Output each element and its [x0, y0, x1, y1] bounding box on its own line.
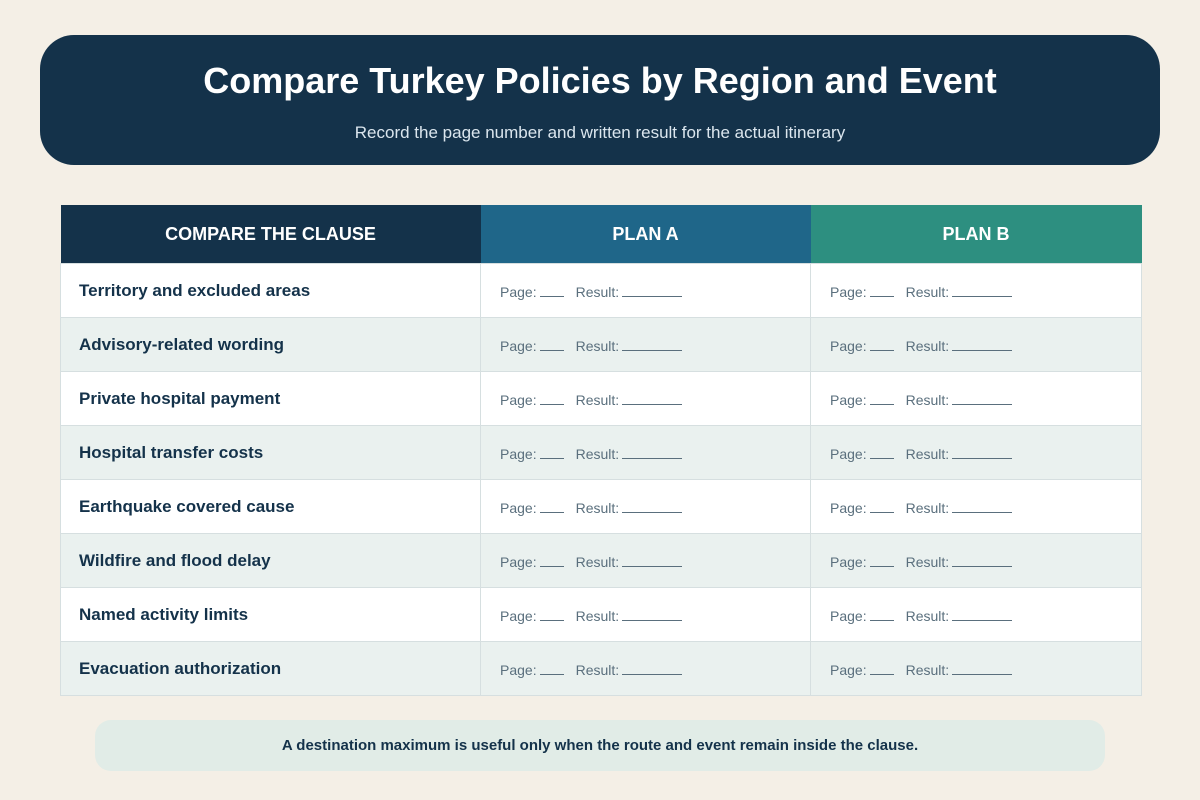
page-blank-field[interactable] — [870, 444, 894, 459]
table-row — [61, 426, 1142, 480]
result-label: Result: — [575, 391, 620, 408]
page-blank-field[interactable] — [870, 282, 894, 297]
result-blank-field[interactable] — [622, 336, 682, 351]
page-blank-field[interactable] — [870, 336, 894, 351]
page-blank-field[interactable] — [540, 282, 564, 297]
result-label: Result: — [575, 607, 620, 624]
page-blank-field[interactable] — [870, 606, 894, 621]
result-label: Result: — [905, 391, 950, 408]
clause-label: Evacuation authorization — [61, 642, 481, 696]
page-label: Page: — [500, 445, 537, 462]
result-blank-field[interactable] — [622, 498, 682, 513]
table-row — [61, 588, 1142, 642]
page-label: Page: — [500, 391, 537, 408]
result-blank-field[interactable] — [952, 336, 1012, 351]
plan-a-cell — [481, 426, 811, 480]
plan-b-cell — [811, 318, 1142, 372]
table-row — [61, 318, 1142, 372]
table-row — [61, 480, 1142, 534]
plan-a-cell — [481, 372, 811, 426]
result-label: Result: — [905, 283, 950, 300]
result-label: Result: — [905, 499, 950, 516]
column-header-plan-b: PLAN B — [811, 205, 1142, 264]
column-header-plan-a: PLAN A — [481, 205, 811, 264]
page-subtitle: Record the page number and written result for the actual itinerary — [354, 123, 846, 142]
result-blank-field[interactable] — [622, 606, 682, 621]
page-blank-field[interactable] — [540, 606, 564, 621]
result-blank-field[interactable] — [952, 444, 1012, 459]
page-label: Page: — [500, 607, 537, 624]
page-title: Compare Turkey Policies by Region and Event — [203, 60, 997, 101]
result-blank-field[interactable] — [952, 498, 1012, 513]
plan-a-cell — [481, 318, 811, 372]
plan-b-cell — [811, 588, 1142, 642]
plan-b-cell — [811, 426, 1142, 480]
column-header-clause: COMPARE THE CLAUSE — [61, 205, 481, 264]
page-label: Page: — [830, 499, 867, 516]
table-row — [61, 264, 1142, 318]
page-blank-field[interactable] — [540, 336, 564, 351]
plan-a-cell — [481, 264, 811, 318]
table-row — [61, 642, 1142, 696]
result-blank-field[interactable] — [952, 552, 1012, 567]
clause-label: Private hospital payment — [61, 372, 481, 426]
page-label: Page: — [830, 553, 867, 570]
result-label: Result: — [575, 553, 620, 570]
result-blank-field[interactable] — [622, 444, 682, 459]
page-blank-field[interactable] — [540, 444, 564, 459]
result-label: Result: — [905, 607, 950, 624]
page-blank-field[interactable] — [540, 390, 564, 405]
page-label: Page: — [830, 337, 867, 354]
page-blank-field[interactable] — [540, 498, 564, 513]
plan-a-cell — [481, 588, 811, 642]
result-label: Result: — [575, 337, 620, 354]
result-label: Result: — [905, 553, 950, 570]
result-blank-field[interactable] — [622, 390, 682, 405]
plan-b-cell — [811, 534, 1142, 588]
plan-b-cell — [811, 264, 1142, 318]
table-header-row — [61, 205, 1142, 264]
plan-a-cell — [481, 534, 811, 588]
result-blank-field[interactable] — [952, 606, 1012, 621]
result-label: Result: — [575, 283, 620, 300]
page-header — [40, 35, 1160, 165]
page-label: Page: — [500, 661, 537, 678]
page-blank-field[interactable] — [870, 498, 894, 513]
page-blank-field[interactable] — [870, 660, 894, 675]
page-blank-field[interactable] — [870, 390, 894, 405]
plan-a-cell — [481, 480, 811, 534]
plan-b-cell — [811, 372, 1142, 426]
result-label: Result: — [905, 661, 950, 678]
page-label: Page: — [500, 553, 537, 570]
result-blank-field[interactable] — [952, 282, 1012, 297]
comparison-table — [60, 205, 1142, 696]
result-label: Result: — [905, 337, 950, 354]
page-blank-field[interactable] — [540, 552, 564, 567]
result-label: Result: — [575, 661, 620, 678]
result-label: Result: — [575, 499, 620, 516]
result-blank-field[interactable] — [622, 660, 682, 675]
result-label: Result: — [575, 445, 620, 462]
result-blank-field[interactable] — [952, 390, 1012, 405]
clause-label: Earthquake covered cause — [61, 480, 481, 534]
table-row — [61, 534, 1142, 588]
clause-label: Advisory-related wording — [61, 318, 481, 372]
page-blank-field[interactable] — [540, 660, 564, 675]
page-label: Page: — [830, 445, 867, 462]
clause-label: Wildfire and flood delay — [61, 534, 481, 588]
page-blank-field[interactable] — [870, 552, 894, 567]
plan-a-cell — [481, 642, 811, 696]
table-row — [61, 372, 1142, 426]
result-label: Result: — [905, 445, 950, 462]
page-label: Page: — [830, 607, 867, 624]
page-label: Page: — [500, 499, 537, 516]
page-label: Page: — [500, 283, 537, 300]
plan-b-cell — [811, 642, 1142, 696]
page-label: Page: — [830, 661, 867, 678]
clause-label: Territory and excluded areas — [61, 264, 481, 318]
page-label: Page: — [830, 283, 867, 300]
clause-label: Hospital transfer costs — [61, 426, 481, 480]
result-blank-field[interactable] — [622, 282, 682, 297]
footer-note: A destination maximum is useful only when the route and event remain inside the clause. — [95, 720, 1105, 771]
plan-b-cell — [811, 480, 1142, 534]
result-blank-field[interactable] — [622, 552, 682, 567]
page-label: Page: — [500, 337, 537, 354]
result-blank-field[interactable] — [952, 660, 1012, 675]
table-body — [61, 264, 1142, 696]
page-label: Page: — [830, 391, 867, 408]
clause-label: Named activity limits — [61, 588, 481, 642]
